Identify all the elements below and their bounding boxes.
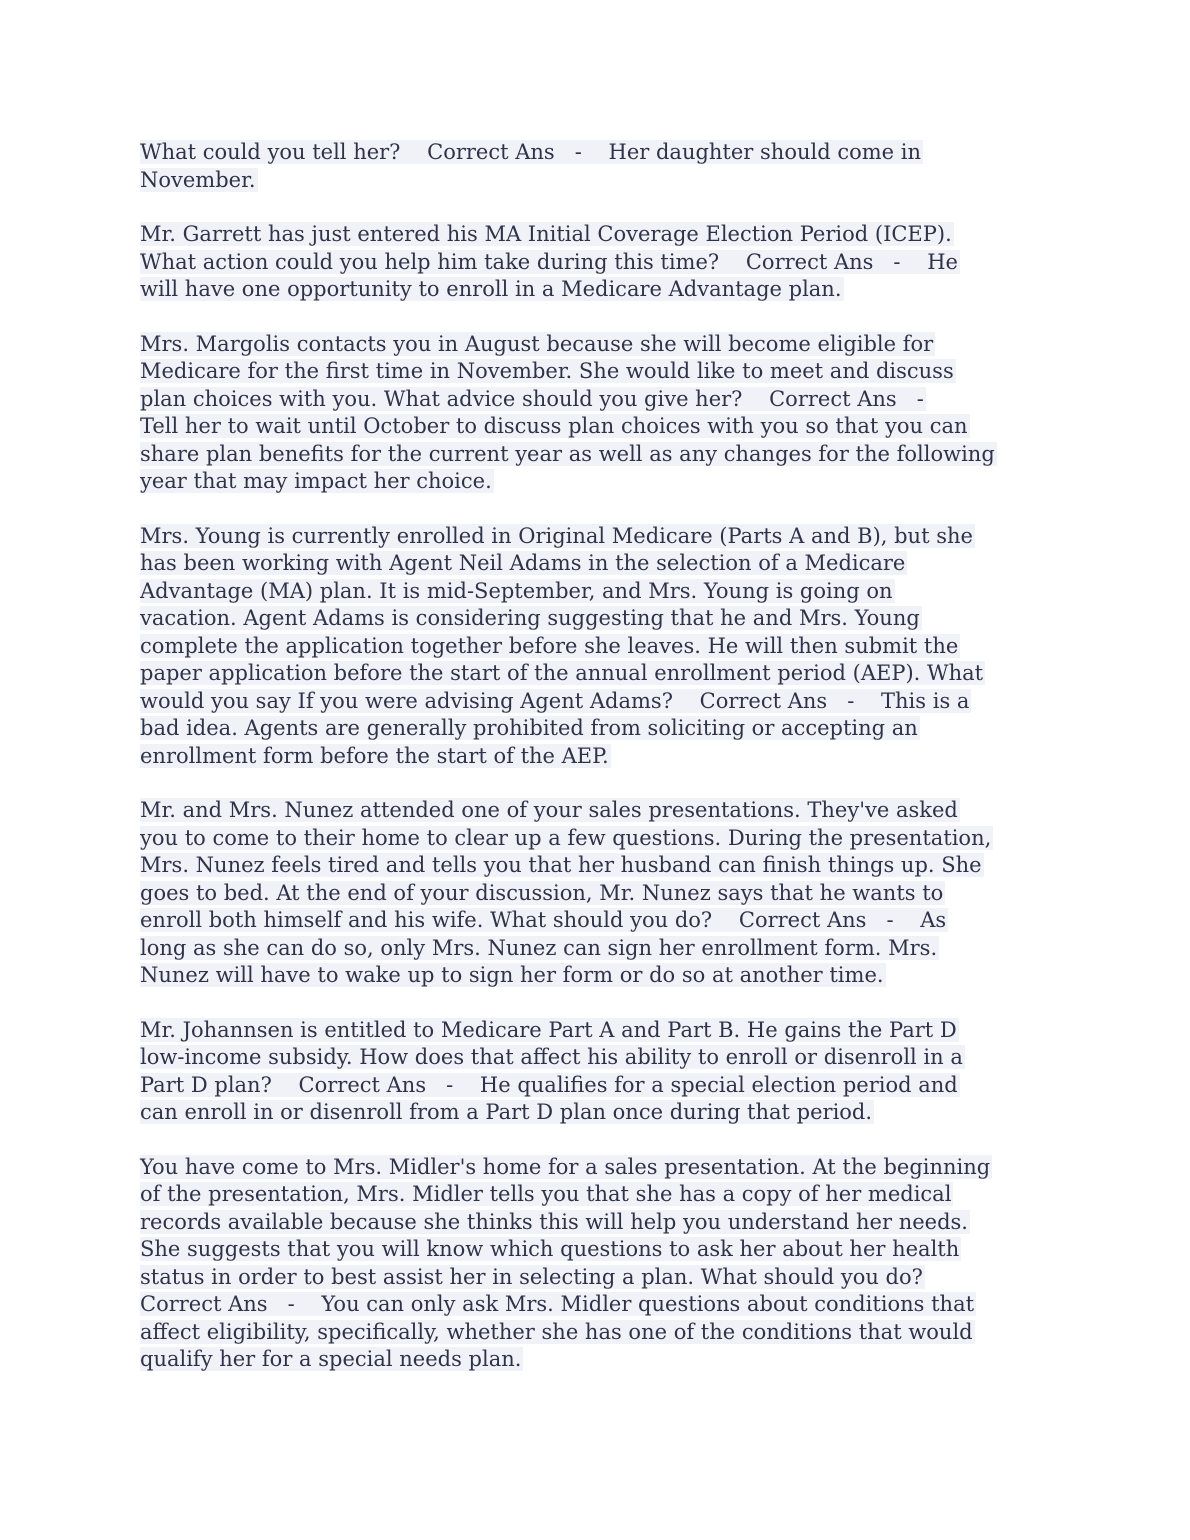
text-line: November. [140, 167, 256, 192]
qa-paragraph-2 [140, 221, 1055, 304]
text-line: You have come to Mrs. Midler's home for a sales presentation. At the beginning [140, 1154, 991, 1179]
text-line: would you say If you were advising Agent Adams? Correct Ans - This is a [140, 688, 970, 713]
text-line: bad idea. Agents are generally prohibited from soliciting or accepting an [140, 716, 918, 740]
text-line: records available because she thinks this will help you understand her needs. [140, 1209, 968, 1234]
text-line: Mr. Johannsen is entitled to Medicare Part A and Part B. He gains the Part D [140, 1017, 957, 1042]
text-line: enroll both himself and his wife. What should you do? Correct Ans - As [140, 908, 947, 932]
text-line: She suggests that you will know which questions to ask her about her health [140, 1237, 960, 1261]
text-line: Mrs. Nunez feels tired and tells you that her husband can finish things up. She [140, 853, 982, 877]
text-line: Mrs. Young is currently enrolled in Original Medicare (Parts A and B), but she [140, 523, 973, 548]
text-line: has been working with Agent Neil Adams in the selection of a Medicare [140, 551, 906, 575]
text-line: will have one opportunity to enroll in a Medicare Advantage plan. [140, 277, 842, 301]
qa-paragraph-3 [140, 331, 1055, 496]
text-line: goes to bed. At the end of your discussion, Mr. Nunez says that he wants to [140, 880, 944, 905]
text-line: share plan benefits for the current year as well as any changes for the following [140, 441, 995, 466]
text-line: Mrs. Margolis contacts you in August because she will become eligible for [140, 331, 934, 356]
text-line: low-income subsidy. How does that affect his ability to enroll or disenroll in a [140, 1045, 963, 1069]
text-line: Mr. and Mrs. Nunez attended one of your sales presentations. They've asked [140, 798, 958, 822]
text-line: complete the application together before she leaves. He will then submit the [140, 633, 959, 658]
text-line: status in order to best assist her in selecting a plan. What should you do? [140, 1264, 923, 1289]
qa-paragraph-1 [140, 139, 1055, 194]
text-line: long as she can do so, only Mrs. Nunez can sign her enrollment form. Mrs. [140, 935, 938, 960]
text-line: can enroll in or disenroll from a Part D plan once during that period. [140, 1100, 873, 1124]
text-line: Medicare for the first time in November. She would like to meet and discuss [140, 359, 954, 383]
text-line: enrollment form before the start of the AEP. [140, 743, 609, 768]
text-line: paper application before the start of the annual enrollment period (AEP). What [140, 661, 984, 685]
text-line: plan choices with you. What advice should you give her? Correct Ans - [140, 386, 924, 411]
document-page [140, 139, 1055, 1401]
text-line: Mr. Garrett has just entered his MA Initial Coverage Election Period (ICEP). [140, 222, 952, 246]
qa-paragraph-4 [140, 523, 1055, 771]
text-line: Tell her to wait until October to discuss plan choices with you so that you can [140, 414, 968, 438]
text-line: qualify her for a special needs plan. [140, 1347, 522, 1371]
text-line: What action could you help him take during this time? Correct Ans - He [140, 249, 958, 274]
text-line: Part D plan? Correct Ans - He qualifies for a special election period and [140, 1072, 958, 1097]
text-line: you to come to their home to clear up a few questions. During the presentation, [140, 825, 992, 850]
text-line: vacation. Agent Adams is considering suggesting that he and Mrs. Young [140, 606, 920, 630]
text-line: of the presentation, Mrs. Midler tells you that she has a copy of her medical [140, 1182, 952, 1206]
text-line: affect eligibility, specifically, whether she has one of the conditions that would [140, 1319, 973, 1344]
qa-paragraph-5 [140, 797, 1055, 990]
text-line: Correct Ans - You can only ask Mrs. Midler questions about conditions that [140, 1292, 975, 1316]
text-line: What could you tell her? Correct Ans - Her daughter should come in [140, 140, 921, 164]
text-line: Nunez will have to wake up to sign her form or do so at another time. [140, 963, 884, 987]
text-line: Advantage (MA) plan. It is mid-September, and Mrs. Young is going on [140, 578, 893, 603]
qa-paragraph-6 [140, 1017, 1055, 1127]
text-line: year that may impact her choice. [140, 469, 492, 493]
qa-paragraph-7 [140, 1154, 1055, 1374]
